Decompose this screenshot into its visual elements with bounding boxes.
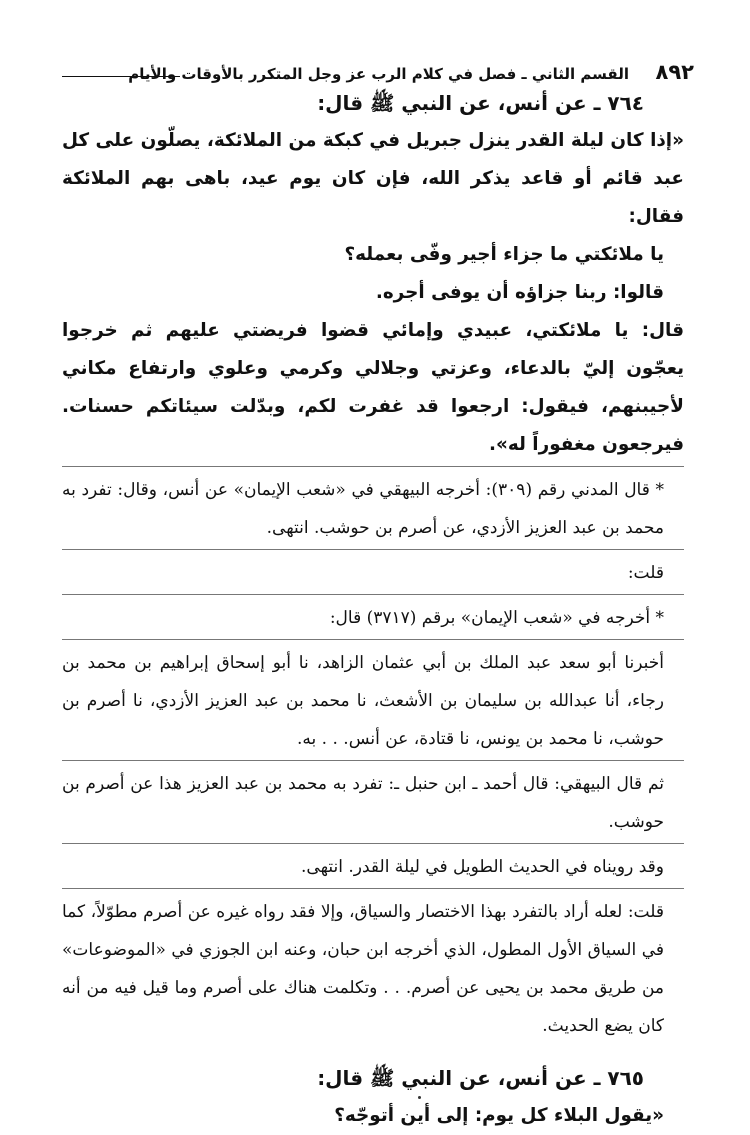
commentary-paragraph: * قال المدني رقم (٣٠٩): أخرجه البيهقي في «شعب الإيمان» عن أنس، وقال: تفرد به محمد بن عبد العزيز الأزدي، عن أصرم بن حوشب. انتهى. <box>62 480 664 538</box>
commentary-paragraph: * أخرجه في «شعب الإيمان» برقم (٣٧١٧) قال: <box>329 608 664 628</box>
section-divider <box>62 549 684 550</box>
section-divider <box>62 466 684 467</box>
commentary-paragraph: أخبرنا أبو سعد عبد الملك بن أبي عثمان الزاهد، نا أبو إسحاق إبراهيم بن محمد بن رجاء، أنا عبدالله بن سليمان بن الأشعث، نا محمد بن عبد العزيز الأزدي، نا أصرم بن حوشب، نا محمد بن يونس، نا قتادة، عن أنس. . . به. <box>62 653 664 749</box>
commentary-paragraph: وقد رويناه في الحديث الطويل في ليلة القدر. انتهى. <box>301 857 664 877</box>
hadith-764-question: يا ملائكتي ما جزاء أجير وفّى بعمله؟ <box>344 244 664 265</box>
section-divider <box>62 843 684 844</box>
running-title: القسم الثاني ـ فصل في كلام الرب عز وجل المتكرر بالأوقات والأيام <box>128 65 629 83</box>
section-divider <box>62 760 684 761</box>
commentary-paragraph: قلت: <box>627 563 664 583</box>
section-divider <box>62 594 684 595</box>
hadith-765-text: «يقول البلاء كل يوم: إلى أين أتوجّه؟ <box>334 1105 664 1126</box>
book-page <box>62 40 694 1126</box>
commentary-paragraph: قلت: لعله أراد بالتفرد بهذا الاختصار والسياق، وإلا فقد رواه غيره عن أصرم مطوّلاً، كما في السياق الأول المطول، الذي أخرجه ابن حبان، وعنه ابن الجوزي في «الموضوعات» من طريق محمد بن يحيى عن أصرم. . . وتكلمت هناك على أصرم وما قيل فيه من أنه كان يضع الحديث. <box>62 902 664 1036</box>
hadith-764-answer: قالوا: ربنا جزاؤه أن يوفى أجره. <box>375 282 664 303</box>
hadith-764-conclusion: قال: يا ملائكتي، عبيدي وإمائي قضوا فريضتي عليهم ثم خرجوا يعجّون إليّ بالدعاء، وعزتي وجلالي وكرمي وعلوي وارتفاع مكاني لأجيبنهم، فيقول: ارجعوا قد غفرت لكم، وبدّلت سيئاتكم حسنات. فيرجعون مغفوراً له». <box>62 320 684 455</box>
header-rule <box>62 76 180 77</box>
section-divider <box>62 639 684 640</box>
hadith-764-text: «إذا كان ليلة القدر ينزل جبريل في كبكة من الملائكة، يصلّون على كل عبد قائم أو قاعد يذكر الله، فإن كان يوم عيد، باهى بهم الملائكة فقال: <box>62 130 684 227</box>
page-header <box>62 40 694 84</box>
page-number: ٨٩٢ <box>655 60 694 84</box>
footer-dot <box>418 1096 421 1099</box>
commentary-paragraph: ثم قال البيهقي: قال أحمد ـ ابن حنبل ـ: تفرد به محمد بن عبد العزيز هذا عن أصرم بن حوشب. <box>62 774 664 832</box>
section-divider <box>62 888 684 889</box>
hadith-765-heading: ٧٦٥ ـ عن أنس، عن النبي ﷺ قال: <box>317 1066 644 1090</box>
hadith-764-heading: ٧٦٤ ـ عن أنس، عن النبي ﷺ قال: <box>317 91 644 115</box>
